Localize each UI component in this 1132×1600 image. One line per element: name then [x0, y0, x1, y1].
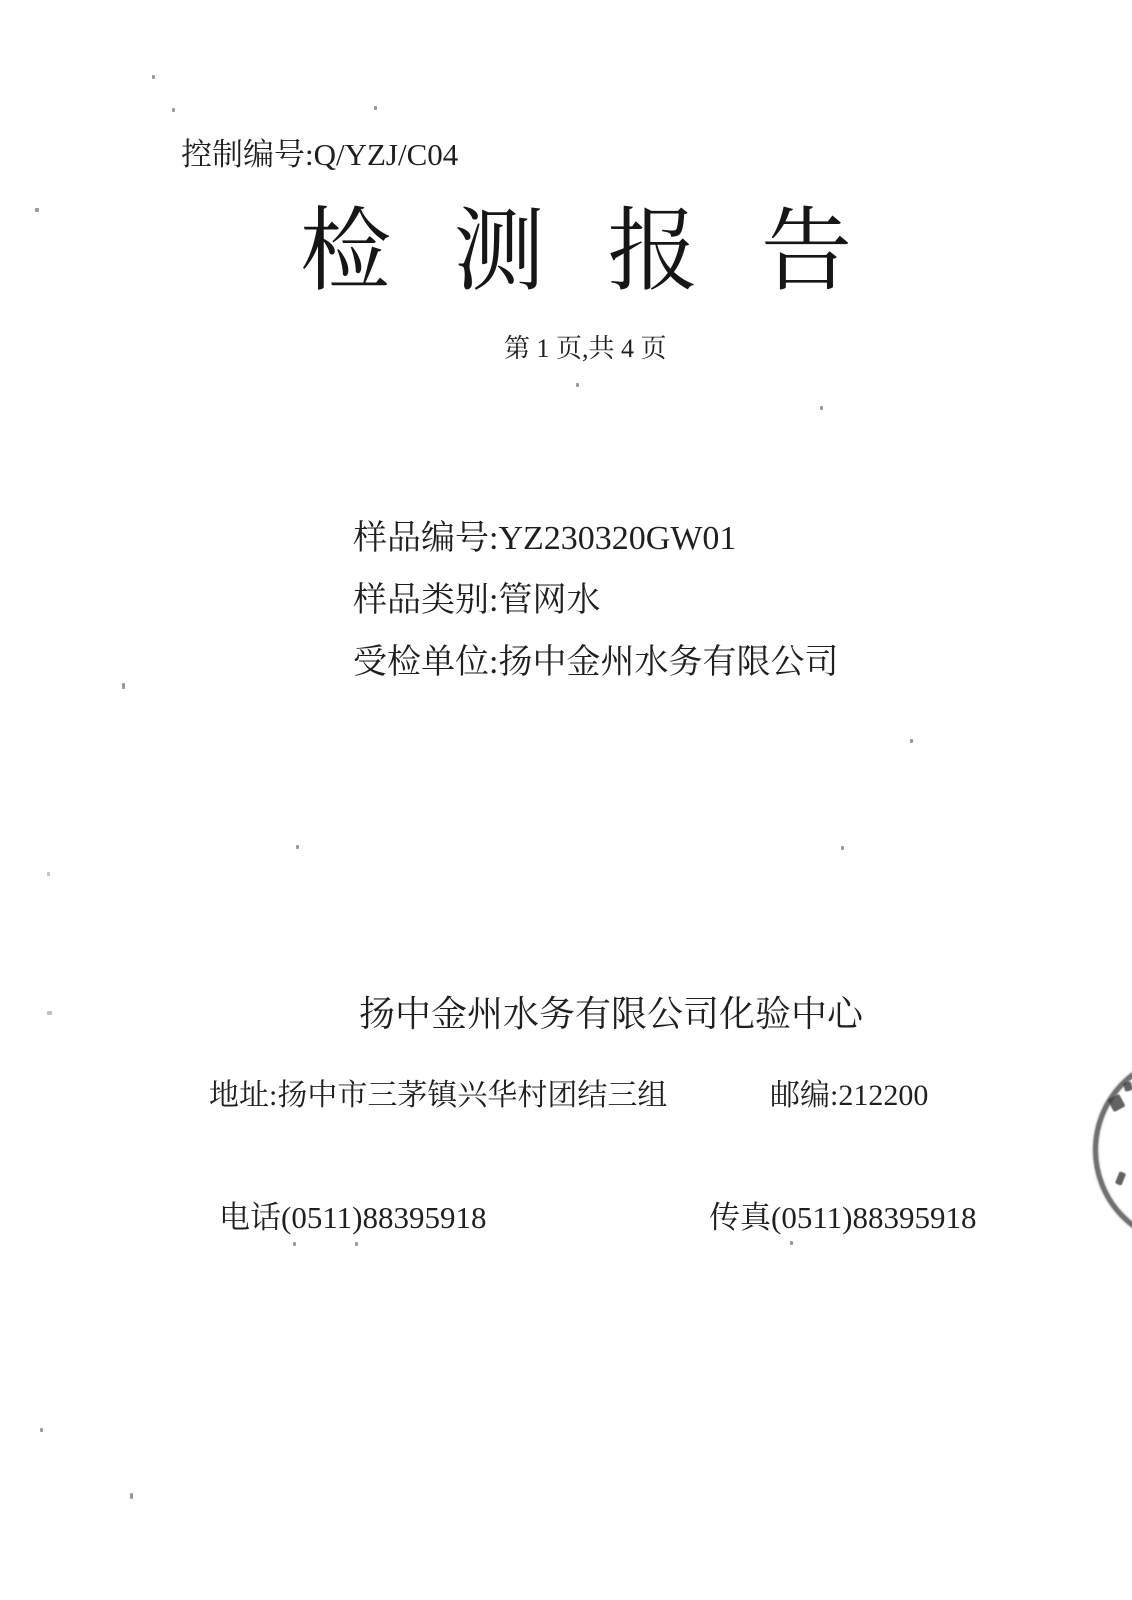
lab-name: 扬中金州水务有限公司化验中心	[359, 994, 864, 1034]
scan-speck	[841, 846, 844, 850]
report-title	[300, 201, 852, 302]
scan-speck	[374, 106, 377, 110]
postal-code: 邮编:212200	[770, 1079, 929, 1112]
report-title-char: 告	[760, 201, 852, 302]
scan-speck	[355, 1242, 358, 1246]
report-title-char: 测	[453, 201, 545, 302]
scan-speck	[296, 845, 299, 849]
scan-speck	[790, 1241, 793, 1245]
report-title-char: 检	[300, 201, 392, 302]
scan-speck	[130, 1493, 133, 1499]
scan-speck	[293, 1242, 296, 1246]
scan-speck	[40, 1428, 43, 1432]
scan-speck	[122, 683, 125, 689]
scan-speck	[820, 406, 823, 410]
scan-speck	[35, 208, 39, 212]
address: 地址:扬中市三茅镇兴华村团结三组	[209, 1079, 668, 1112]
scan-speck	[152, 75, 155, 79]
fax-number: 传真(0511)88395918	[709, 1200, 977, 1235]
seal-stamp-glyph	[1123, 1081, 1132, 1092]
sample-category: 样品类别:管网水	[353, 582, 601, 619]
page-number-info: 第 1 页,共 4 页	[504, 334, 667, 363]
sample-number: 样品编号:YZ230320GW01	[353, 520, 737, 557]
scan-speck	[47, 872, 50, 876]
scan-speck	[47, 1011, 52, 1015]
inspected-unit: 受检单位:扬中金州水务有限公司	[353, 644, 839, 681]
phone-number: 电话(0511)88395918	[219, 1200, 487, 1235]
report-title-char: 报	[607, 201, 699, 302]
scan-speck	[910, 739, 913, 743]
scan-speck	[576, 383, 579, 387]
scan-speck	[172, 108, 175, 112]
control-number: 控制编号:Q/YZJ/C04	[181, 137, 459, 172]
